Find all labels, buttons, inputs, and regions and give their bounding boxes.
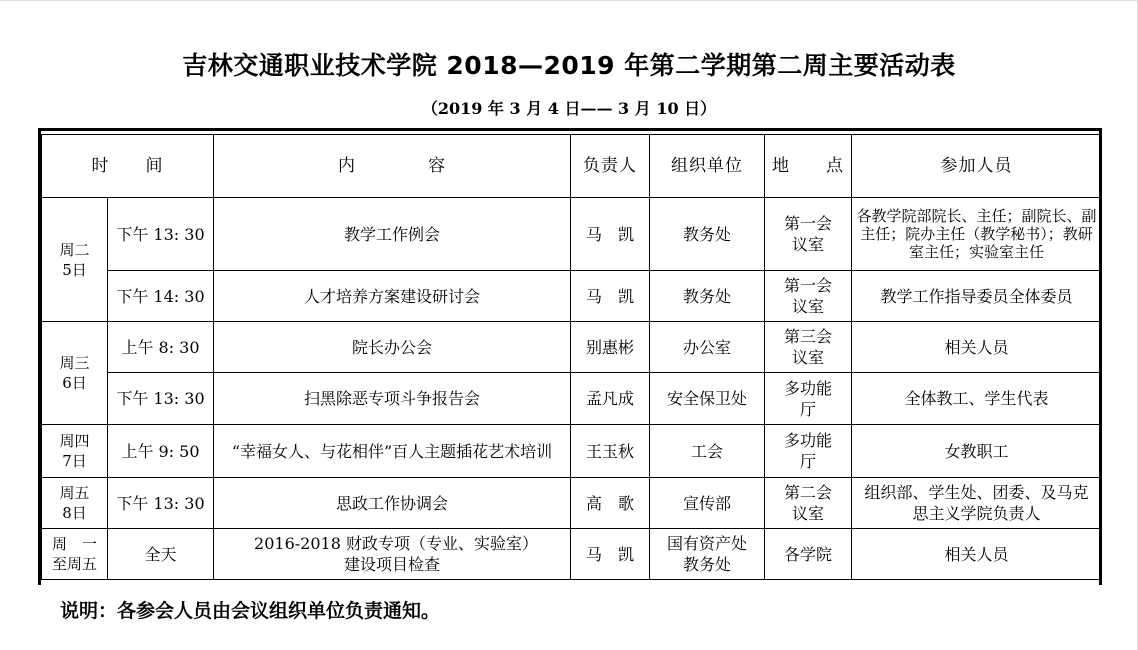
header-org: 组织单位 (650, 135, 765, 198)
attendees-cell: 组织部、学生处、团委、及马克思主义学院负责人 (852, 478, 1102, 529)
content-cell: 教学工作例会 (214, 198, 571, 271)
header-time: 时 间 (42, 135, 214, 198)
attendees-cell: 各教学院部院长、主任；副院长、副主任；院办主任（教学秘书）；教研室主任；实验室主任 (852, 198, 1102, 271)
content-cell: 院长办公会 (214, 322, 571, 373)
window-top-edge (0, 0, 1138, 1)
attendees-cell: 相关人员 (852, 529, 1102, 580)
header-place: 地 点 (765, 135, 852, 198)
table-row (42, 478, 1102, 529)
day-cell (42, 425, 108, 478)
content-cell: “幸福女人、与花相伴”百人主题插花艺术培训 (214, 425, 571, 478)
place-cell: 多功能厅 (765, 425, 852, 478)
day-label: 周四 (59, 432, 90, 450)
org-cell: 安全保卫处 (650, 373, 765, 425)
org-cell: 国有资产处 教务处 (650, 529, 765, 580)
person-cell: 王玉秋 (571, 425, 650, 478)
time-cell: 下午 14: 30 (108, 271, 214, 322)
date-label: 至周五 (51, 555, 97, 573)
time-cell: 下午 13: 30 (108, 478, 214, 529)
person-cell: 马 凯 (571, 529, 650, 580)
date-range: （2019 年 3 月 4 日—— 3 月 10 日） (421, 99, 717, 118)
content-cell: 2016-2018 财政专项（专业、实验室）建设项目检查 (214, 529, 571, 580)
content-cell: 思政工作协调会 (214, 478, 571, 529)
person-cell: 马 凯 (571, 198, 650, 271)
time-cell: 全天 (108, 529, 214, 580)
place-cell: 第一会议室 (765, 198, 852, 271)
date-label: 7日 (62, 452, 87, 470)
time-cell: 上午 9: 50 (108, 425, 214, 478)
date-label: 5日 (62, 260, 87, 279)
content-cell: 扫黑除恶专项斗争报告会 (214, 373, 571, 425)
time-cell: 上午 8: 30 (108, 322, 214, 373)
table-row (42, 425, 1102, 478)
header-row (42, 135, 1102, 198)
person-cell: 高 歌 (571, 478, 650, 529)
time-cell: 下午 13: 30 (108, 198, 214, 271)
day-cell (42, 529, 108, 580)
place-cell: 第二会议室 (765, 478, 852, 529)
person-cell: 别惠彬 (571, 322, 650, 373)
header-content: 内 容 (214, 135, 571, 198)
attendees-cell: 教学工作指导委员全体委员 (852, 271, 1102, 322)
place-cell: 第三会议室 (765, 322, 852, 373)
day-label: 周五 (59, 484, 90, 502)
table-row (42, 529, 1102, 580)
date-label: 8日 (62, 504, 87, 522)
day-label: 周三 (59, 354, 90, 372)
org-cell: 办公室 (650, 322, 765, 373)
place-cell: 第一会议室 (765, 271, 852, 322)
place-cell: 各学院 (765, 529, 852, 580)
table-row (42, 198, 1102, 271)
table-row (42, 322, 1102, 373)
attendees-cell: 女教职工 (852, 425, 1102, 478)
org-cell: 工会 (650, 425, 765, 478)
attendees-cell: 相关人员 (852, 322, 1102, 373)
attendees-cell: 全体教工、学生代表 (852, 373, 1102, 425)
header-attendees: 参加人员 (852, 135, 1102, 198)
table-row (42, 271, 1102, 322)
date-label: 6日 (62, 374, 87, 392)
page-title: 吉林交通职业技术学院 2018—2019 年第二学期第二周主要活动表 (182, 51, 956, 80)
person-cell: 马 凯 (571, 271, 650, 322)
org-cell: 宣传部 (650, 478, 765, 529)
day-cell (42, 322, 108, 425)
day-cell (42, 478, 108, 529)
header-person: 负责人 (571, 135, 650, 198)
day-label: 周二 (59, 240, 90, 259)
time-cell: 下午 13: 30 (108, 373, 214, 425)
org-cell: 教务处 (650, 198, 765, 271)
day-label: 周 一 (51, 535, 97, 553)
org-cell: 教务处 (650, 271, 765, 322)
footnote: 说明：各参会人员由会议组织单位负责通知。 (60, 600, 441, 622)
activity-table (41, 134, 1102, 580)
table-row (42, 373, 1102, 425)
place-cell: 多功能厅 (765, 373, 852, 425)
person-cell: 孟凡成 (571, 373, 650, 425)
content-cell: 人才培养方案建设研讨会 (214, 271, 571, 322)
day-cell (42, 198, 108, 322)
